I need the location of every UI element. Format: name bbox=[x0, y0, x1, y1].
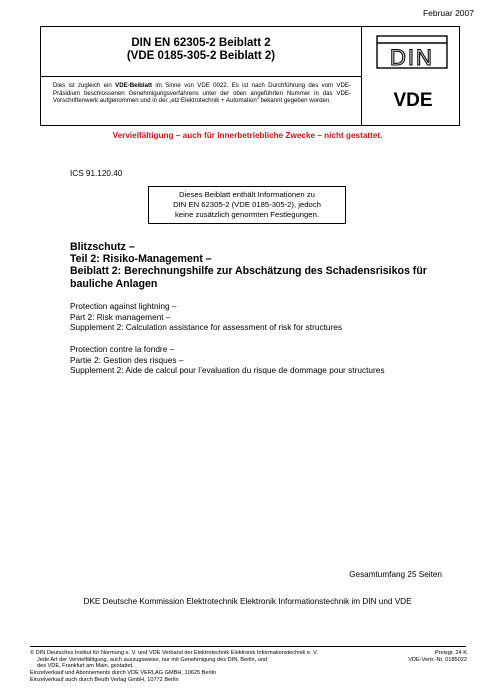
info-line2: DIN EN 62305-2 (VDE 0185-305-2), jedoch bbox=[173, 200, 321, 209]
title-de-line2: Teil 2: Risiko-Management – bbox=[70, 253, 212, 266]
document-header bbox=[40, 26, 460, 126]
din-logo bbox=[376, 35, 448, 69]
footer-line3: des VDE, Frankfurt am Main, gestattet. bbox=[37, 663, 134, 670]
vde-approval-note bbox=[53, 82, 351, 105]
title-german bbox=[70, 241, 450, 290]
price-group: Preisgr. 24 K bbox=[434, 650, 467, 656]
title-en-line2: Part 2: Risk management – bbox=[70, 311, 171, 322]
publication-date: Februar 2007 bbox=[422, 8, 474, 18]
vde-note-bold: VDE-Beiblatt bbox=[115, 82, 153, 89]
footer-line2: Jede Art der Vervielfältigung, auch auszugsweise, nur mit Genehmigung des DIN, Berlin, und bbox=[37, 656, 268, 663]
title-fr-line3: Supplement 2: Aide de calcul pour l’evaluation du risque de dommage pour structures bbox=[70, 365, 385, 375]
vde-logo bbox=[380, 89, 446, 109]
document-number-line1: DIN EN 62305-2 Beiblatt 2 bbox=[131, 37, 271, 49]
supplement-info-box bbox=[148, 186, 346, 224]
din-logo-text: DIN bbox=[390, 45, 434, 69]
title-french bbox=[70, 344, 460, 376]
info-line3: keine zusätzlich genormten Festlegungen. bbox=[174, 210, 319, 219]
footer-line5: Einzelverkauf auch durch Beuth Verlag GmbH, 10772 Berlin bbox=[30, 676, 179, 683]
title-en-line1: Protection against lightning – bbox=[70, 301, 177, 311]
order-number: VDE-Vertr.-Nr. 0185022 bbox=[408, 656, 467, 663]
info-line1: Dieses Beiblatt enthält Informationen zu bbox=[179, 190, 315, 199]
footer-copyright bbox=[30, 650, 370, 684]
title-fr-line1: Protection contre la fondre – bbox=[70, 344, 175, 354]
title-de-line1: Blitzschutz – bbox=[70, 241, 135, 253]
footer-price-info bbox=[408, 650, 467, 663]
title-en-line3: Supplement 2: Calculation assistance for assessment of risk for structures bbox=[70, 322, 343, 332]
document-number-line2: (VDE 0185-305-2 Beiblatt 2) bbox=[126, 50, 276, 62]
vde-note-post: im Sinne von VDE 0022. Es ist nach Durchführung des vom VDE-Präsidium beschlossenen Genehmigungsverfahrens unter der oben angeführten Nummer in das VDE-Vorschriftenwerk aufgenommen und in der „etz Elektrotechnik + Automation“ bekannt gegeben worden. bbox=[53, 82, 351, 105]
title-de-line4: bauliche Anlagen bbox=[70, 277, 158, 290]
total-pages: Gesamtumfang 25 Seiten bbox=[349, 570, 442, 579]
document-number bbox=[41, 37, 361, 63]
footer-line1: © DIN Deutsches Institut für Normung e. V. und VDE Verband der Elektrotechnik Elektronik Informationstechnik e. V. bbox=[30, 650, 318, 656]
header-divider-horizontal bbox=[41, 76, 361, 77]
dke-commission: DKE Deutsche Kommission Elektrotechnik Elektronik Informationstechnik im DIN und VDE bbox=[83, 597, 412, 606]
vde-note-pre: Dies ist zugleich ein bbox=[53, 82, 116, 89]
ics-code: ICS 91.120.40 bbox=[70, 169, 123, 178]
footer-line4: Einzelverkauf und Abonnements durch VDE VERLAG GMBH, 10625 Berlin bbox=[30, 670, 216, 677]
reproduction-notice: Vervielfältigung – auch für innerbetriebliche Zwecke – nicht gestattet. bbox=[112, 131, 383, 140]
title-fr-line2: Partie 2: Gestion des risques – bbox=[70, 354, 184, 365]
vde-logo-text: VDE bbox=[393, 90, 433, 109]
header-divider-vertical bbox=[361, 27, 362, 125]
footer-divider bbox=[30, 646, 466, 647]
title-de-line3: Beiblatt 2: Berechnungshilfe zur Abschätzung des Schadensrisikos für bbox=[70, 265, 427, 278]
title-english bbox=[70, 301, 460, 333]
